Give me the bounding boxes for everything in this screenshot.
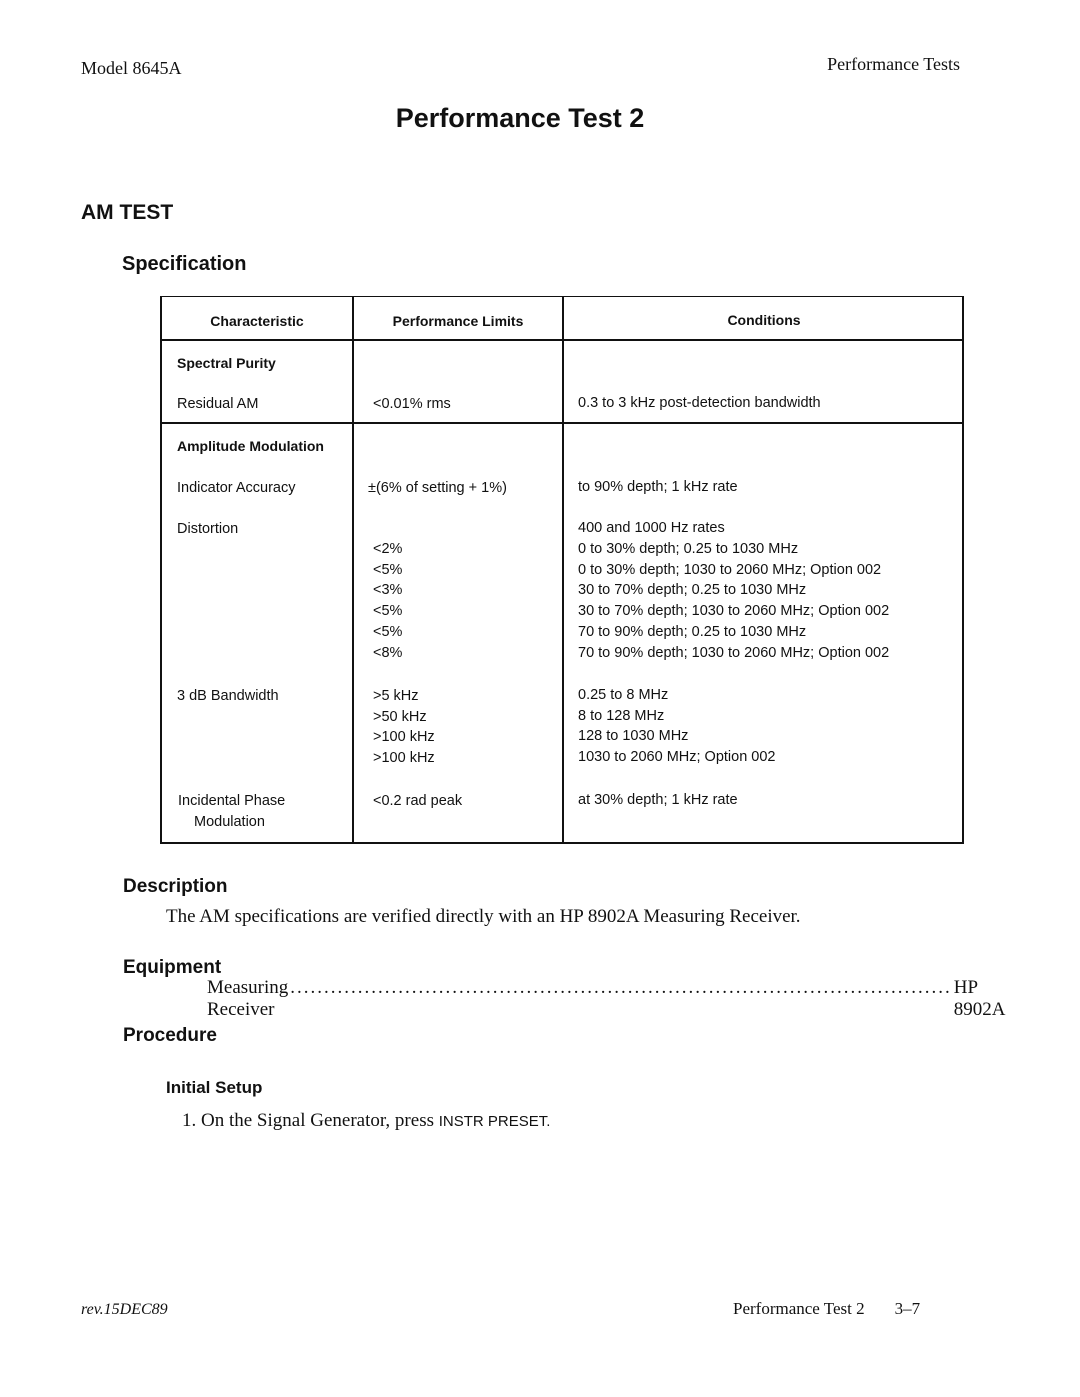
specification-heading: Specification	[122, 253, 247, 275]
bandwidth-limit: >100 kHz	[373, 729, 435, 746]
footer-title: Performance Test 2	[733, 1299, 865, 1318]
incidental-phase-label	[178, 791, 285, 832]
running-header-section: Performance Tests	[827, 54, 960, 74]
bandwidth-limit: >5 kHz	[373, 688, 419, 704]
procedure-step	[182, 1110, 550, 1132]
residual-am-limit: <0.01% rms	[373, 396, 451, 412]
distortion-condition: 70 to 90% depth; 1030 to 2060 MHz; Option 002	[578, 644, 890, 661]
distortion-limit: <2%	[373, 541, 403, 557]
group-spectral-purity: Spectral Purity	[177, 355, 276, 371]
bandwidth-condition: 0.25 to 8 MHz	[578, 687, 669, 703]
distortion-limit: <5%	[373, 623, 403, 640]
table-column-divider	[352, 297, 354, 842]
distortion-label: Distortion	[177, 521, 239, 537]
group-amplitude-modulation: Amplitude Modulation	[177, 438, 324, 454]
equipment-item-name: Measuring Receiver	[207, 977, 289, 1020]
incidental-phase-condition: at 30% depth; 1 kHz rate	[578, 792, 738, 808]
distortion-condition: 70 to 90% depth; 0.25 to 1030 MHz	[578, 623, 807, 640]
distortion-condition: 30 to 70% depth; 1030 to 2060 MHz; Option 002	[578, 603, 890, 620]
procedure-heading: Procedure	[123, 1025, 217, 1046]
incidental-phase-label-line1: Incidental Phase	[178, 793, 286, 809]
indicator-accuracy-limit: ±(6% of setting + 1%)	[368, 480, 507, 496]
table-column-divider	[562, 297, 564, 842]
section-heading-am-test: AM TEST	[81, 201, 174, 224]
column-header-characteristic: Characteristic	[210, 313, 304, 329]
bandwidth-label: 3 dB Bandwidth	[177, 688, 279, 704]
bandwidth-limit: >50 kHz	[373, 708, 427, 725]
distortion-limit: <5%	[373, 561, 403, 578]
instr-preset-key: INSTR PRESET.	[438, 1113, 551, 1130]
column-header-conditions: Conditions	[727, 312, 801, 328]
distortion-condition: 0 to 30% depth; 1030 to 2060 MHz; Option 002	[578, 561, 882, 578]
running-header-model: Model 8645A	[81, 58, 182, 78]
step-text: On the Signal Generator, press	[201, 1110, 434, 1131]
distortion-limit: <8%	[373, 644, 403, 661]
step-number: 1.	[182, 1110, 197, 1131]
incidental-phase-limit: <0.2 rad peak	[373, 793, 463, 809]
distortion-condition: 0 to 30% depth; 0.25 to 1030 MHz	[578, 541, 799, 557]
equipment-heading: Equipment	[123, 957, 222, 978]
bandwidth-limit: >100 kHz	[373, 750, 435, 767]
table-header-divider	[162, 339, 962, 341]
distortion-limit: <5%	[373, 603, 403, 620]
dot-leader: ..................................................................................................	[290, 977, 952, 998]
indicator-accuracy-condition: to 90% depth; 1 kHz rate	[578, 479, 738, 495]
page-footer	[733, 1299, 920, 1319]
description-text: The AM specifications are verified directly with an HP 8902A Measuring Receiver.	[166, 906, 801, 927]
distortion-condition: 30 to 70% depth; 0.25 to 1030 MHz	[578, 582, 807, 599]
revision-footer: rev.15DEC89	[81, 1301, 168, 1318]
residual-am-condition: 0.3 to 3 kHz post-detection bandwidth	[578, 395, 821, 411]
bandwidth-condition: 128 to 1030 MHz	[578, 728, 689, 745]
initial-setup-heading: Initial Setup	[166, 1078, 263, 1097]
page-title: Performance Test 2	[395, 103, 645, 133]
distortion-conditions	[578, 539, 889, 663]
equipment-item-model: HP 8902A	[953, 977, 1006, 1020]
distortion-rates-condition: 400 and 1000 Hz rates	[578, 520, 725, 536]
bandwidth-conditions	[578, 685, 776, 768]
bandwidth-condition: 8 to 128 MHz	[578, 707, 665, 724]
distortion-limits	[373, 539, 402, 663]
bandwidth-limits	[373, 686, 435, 769]
page-number: 3–7	[894, 1299, 921, 1318]
table-group-divider	[162, 422, 962, 424]
indicator-accuracy-label: Indicator Accuracy	[177, 480, 296, 496]
equipment-list-item	[207, 977, 1006, 1021]
description-heading: Description	[123, 876, 228, 897]
bandwidth-condition: 1030 to 2060 MHz; Option 002	[578, 749, 776, 766]
residual-am-label: Residual AM	[177, 396, 259, 412]
column-header-performance-limits: Performance Limits	[392, 313, 524, 329]
distortion-limit: <3%	[373, 582, 403, 599]
incidental-phase-label-line2: Modulation	[194, 813, 265, 830]
specification-table	[160, 296, 964, 844]
